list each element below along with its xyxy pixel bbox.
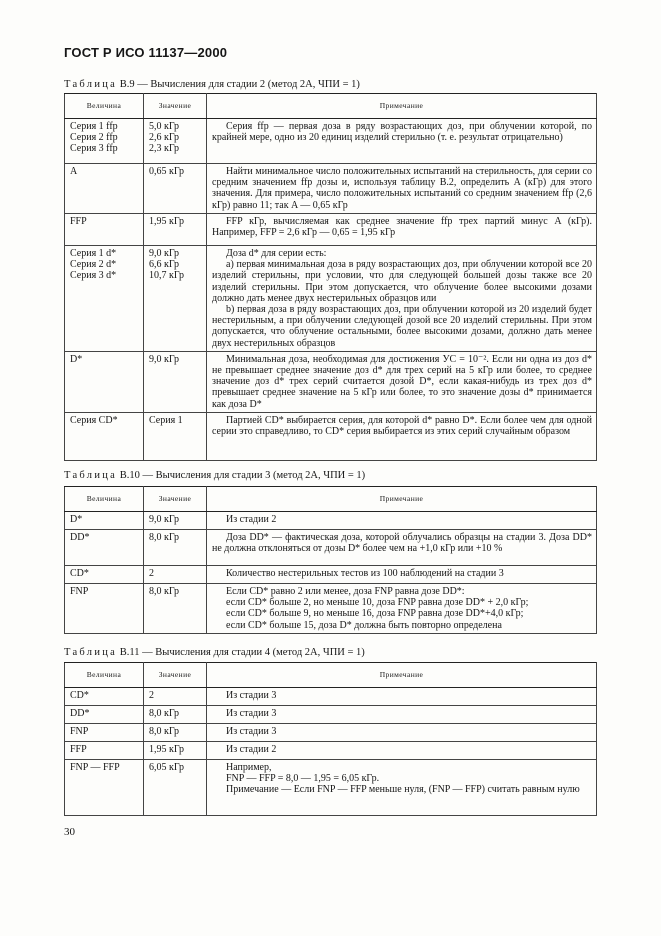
quantity-line: FFP (70, 216, 87, 227)
quantity-line: FNP — FFP (70, 762, 120, 773)
value-cell (144, 119, 207, 164)
table-b11 (64, 662, 597, 816)
table-row (65, 566, 597, 584)
header-quantity: Величина (65, 487, 144, 512)
table-header-row (65, 487, 597, 512)
table-row (65, 164, 597, 214)
header-value: Значение (144, 94, 207, 119)
quantity-cell (65, 512, 144, 530)
value-line: 1,95 кГр (149, 216, 185, 227)
table-row (65, 584, 597, 634)
value-line: 5,0 кГр (149, 121, 180, 132)
note-paragraph: Минимальная доза, необходимая для достижения УС = 10⁻². Если ни одна из доз d* не превышает среднее значение доз d* для трех серий на 5 кГр или более, то среднее значение доз d* трех серий считается дозой D*, если какая-нибудь из трех доз d* превышает среднее значение на 5 кГр или более, то это значение дозы d* принимается как доза D* (212, 353, 592, 410)
table-b9-caption-prefix: Таблица (64, 79, 118, 90)
quantity-line: Серия 1 d* (70, 248, 117, 259)
quantity-line: DD* (70, 532, 90, 543)
value-line: 9,0 кГр (149, 353, 180, 365)
note-cell (207, 512, 597, 530)
quantity-cell (65, 724, 144, 742)
note-paragraph: Например, (226, 762, 272, 773)
value-line: 2 (149, 568, 154, 579)
quantity-cell (65, 119, 144, 164)
note-cell (207, 584, 597, 634)
note-paragraph: Из стадии 3 (226, 708, 277, 719)
note-paragraph: Доза d* для серии есть: (226, 248, 327, 259)
note-paragraph: Серия ffp — первая доза в ряду возрастающих доз, при облучении которой, по крайней мере, одно из 20 единиц изделий стерильно (т. е. результат отрицательно) (212, 121, 592, 144)
quantity-cell (65, 530, 144, 566)
note-cell (207, 724, 597, 742)
note-cell (207, 214, 597, 246)
quantity-cell (65, 706, 144, 724)
table-b10-caption (64, 470, 365, 481)
note-cell (207, 566, 597, 584)
value-line: 2,3 кГр (149, 143, 180, 155)
value-cell (144, 530, 207, 566)
page-number: 30 (64, 826, 75, 838)
value-line: 8,0 кГр (149, 586, 180, 597)
table-b11-caption-text: В.11 — Вычисления для стадии 4 (метод 2А, ЧПИ = 1) (119, 647, 365, 658)
value-line: 9,0 кГр (149, 248, 180, 259)
table-b9-caption (64, 79, 360, 90)
table-header-row (65, 94, 597, 119)
value-line: 0,65 кГр (149, 166, 185, 177)
note-cell (207, 351, 597, 412)
value-cell (144, 214, 207, 246)
quantity-line: D* (70, 514, 83, 525)
table-row (65, 119, 597, 164)
quantity-line: CD* (70, 690, 89, 701)
note-paragraph: Примечание — Если FNP — FFP меньше нуля, (FNP — FFP) считать равным нулю (226, 784, 580, 796)
quantity-line: DD* (70, 708, 90, 719)
header-note: Примечание (207, 487, 597, 512)
value-line: 8,0 кГр (149, 532, 180, 543)
quantity-line: Серия 3 d* (70, 270, 117, 282)
table-b11-caption (64, 647, 365, 658)
quantity-line: FNP (70, 726, 89, 737)
value-cell (144, 706, 207, 724)
table-row (65, 351, 597, 412)
value-cell (144, 351, 207, 412)
value-cell (144, 688, 207, 706)
note-paragraph: если CD* больше 2, но меньше 10, доза FNP равна дозе DD* + 2,0 кГр; (226, 597, 529, 609)
value-line: 2,6 кГр (149, 132, 180, 144)
note-paragraph: Найти минимальное число положительных испытаний на стерильность, для серии со средним значением ffp дозы и, используя таблицу В.2, определить A (кГр) для этого значения. Для примера, число положительных испытаний со средним значением ffp (2,6 кГр) равно 11; так A — 0,65 кГр (212, 166, 592, 211)
table-b9-caption-text: В.9 — Вычисления для стадии 2 (метод 2А, ЧПИ = 1) (119, 79, 360, 90)
table-row (65, 688, 597, 706)
value-line: 8,0 кГр (149, 708, 180, 719)
quantity-cell (65, 214, 144, 246)
value-cell (144, 724, 207, 742)
value-line: 10,7 кГр (149, 270, 185, 282)
value-line: 6,6 кГр (149, 259, 180, 271)
quantity-line: D* (70, 353, 83, 365)
note-paragraph: FFP кГр, вычисляемая как среднее значение ffp трех партий минус A (кГр). Например, FFP = 2,6 кГр — 0,65 = 1,95 кГр (212, 216, 592, 239)
value-cell (144, 566, 207, 584)
note-cell (207, 688, 597, 706)
quantity-line: Серия CD* (70, 414, 118, 426)
table-row (65, 530, 597, 566)
header-note: Примечание (207, 94, 597, 119)
value-line: 2 (149, 690, 154, 701)
note-cell (207, 119, 597, 164)
note-cell (207, 164, 597, 214)
note-paragraph: Из стадии 3 (226, 726, 277, 737)
header-value: Значение (144, 663, 207, 688)
value-cell (144, 760, 207, 816)
table-b11-caption-prefix: Таблица (64, 647, 118, 658)
quantity-cell (65, 246, 144, 352)
table-row (65, 246, 597, 352)
note-paragraph: FNP — FFP = 8,0 — 1,95 = 6,05 кГр. (226, 773, 380, 785)
note-paragraph: Из стадии 2 (226, 514, 277, 525)
note-cell (207, 742, 597, 760)
quantity-line: Серия 2 d* (70, 259, 117, 271)
note-paragraph: Партией CD* выбирается серия, для которой d* равно D*. Если более чем для одной серии это справедливо, то CD* серия выбирается из этих серий случайным образом (212, 414, 592, 438)
quantity-cell (65, 688, 144, 706)
quantity-cell (65, 760, 144, 816)
value-line: 1,95 кГр (149, 744, 185, 755)
note-paragraph: Из стадии 3 (226, 690, 277, 701)
value-cell (144, 584, 207, 634)
quantity-cell (65, 742, 144, 760)
note-cell (207, 246, 597, 352)
note-cell (207, 530, 597, 566)
note-paragraph: если CD* больше 9, но меньше 16, доза FNP равна дозе DD*+4,0 кГр; (226, 608, 524, 620)
note-paragraph: Количество нестерильных тестов из 100 наблюдений на стадии 3 (226, 568, 504, 579)
quantity-cell (65, 584, 144, 634)
table-row (65, 214, 597, 246)
note-cell (207, 412, 597, 460)
table-b10-caption-text: В.10 — Вычисления для стадии 3 (метод 2А, ЧПИ = 1) (119, 470, 366, 481)
value-cell (144, 412, 207, 460)
value-cell (144, 246, 207, 352)
quantity-cell (65, 566, 144, 584)
table-header-row (65, 663, 597, 688)
table-row (65, 742, 597, 760)
value-line: 6,05 кГр (149, 762, 185, 773)
note-paragraph: Из стадии 2 (226, 744, 277, 755)
quantity-cell (65, 164, 144, 214)
table-b10-caption-prefix: Таблица (64, 470, 118, 481)
quantity-line: A (70, 166, 78, 177)
quantity-line: CD* (70, 568, 89, 579)
table-b10 (64, 486, 597, 634)
header-quantity: Величина (65, 94, 144, 119)
document-header: ГОСТ Р ИСО 11137—2000 (64, 45, 228, 60)
note-paragraph: a) первая минимальная доза в ряду возрастающих доз, при облучении которой все 20 изделий стерильны, при условии, что для следующей большей дозы также все 20 изделий стерильны. При этом допускается, что облучение более высокими дозами должно дать менее двух нестерильных образцов или (212, 259, 592, 304)
value-line: Серия 1 (149, 414, 183, 426)
quantity-line: Серия 2 ffp (70, 132, 118, 144)
value-cell (144, 164, 207, 214)
note-paragraph: если CD* больше 15, доза D* должна быть повторно определена (226, 619, 502, 631)
note-paragraph: Если CD* равно 2 или менее, доза FNP равна дозе DD*: (226, 586, 465, 597)
quantity-line: FFP (70, 744, 87, 755)
value-line: 8,0 кГр (149, 726, 180, 737)
table-b9 (64, 93, 597, 461)
note-cell (207, 706, 597, 724)
quantity-line: Серия 3 ffp (70, 143, 118, 155)
table-row (65, 724, 597, 742)
header-note: Примечание (207, 663, 597, 688)
table-row (65, 760, 597, 816)
note-cell (207, 760, 597, 816)
quantity-cell (65, 351, 144, 412)
quantity-cell (65, 412, 144, 460)
table-row (65, 412, 597, 460)
header-quantity: Величина (65, 663, 144, 688)
note-paragraph: Доза DD* — фактическая доза, которой облучались образцы на стадии 3. Доза DD* не должна отклоняться от дозы D* более чем на +1,0 кГр или +10 % (212, 532, 592, 555)
header-value: Значение (144, 487, 207, 512)
value-cell (144, 742, 207, 760)
quantity-line: FNP (70, 586, 89, 597)
quantity-line: Серия 1 ffp (70, 121, 118, 132)
table-row (65, 512, 597, 530)
value-cell (144, 512, 207, 530)
note-paragraph: b) первая доза в ряду возрастающих доз, при облучении которой из 20 изделий будет нестерильным, а при облучении следующей дозой все 20 изделий стерильны. При этом допускается, что облучение остальными, более высокими дозами, должно дать менее двух нестерильных образцов (212, 304, 592, 349)
value-line: 9,0 кГр (149, 514, 180, 525)
table-row (65, 706, 597, 724)
